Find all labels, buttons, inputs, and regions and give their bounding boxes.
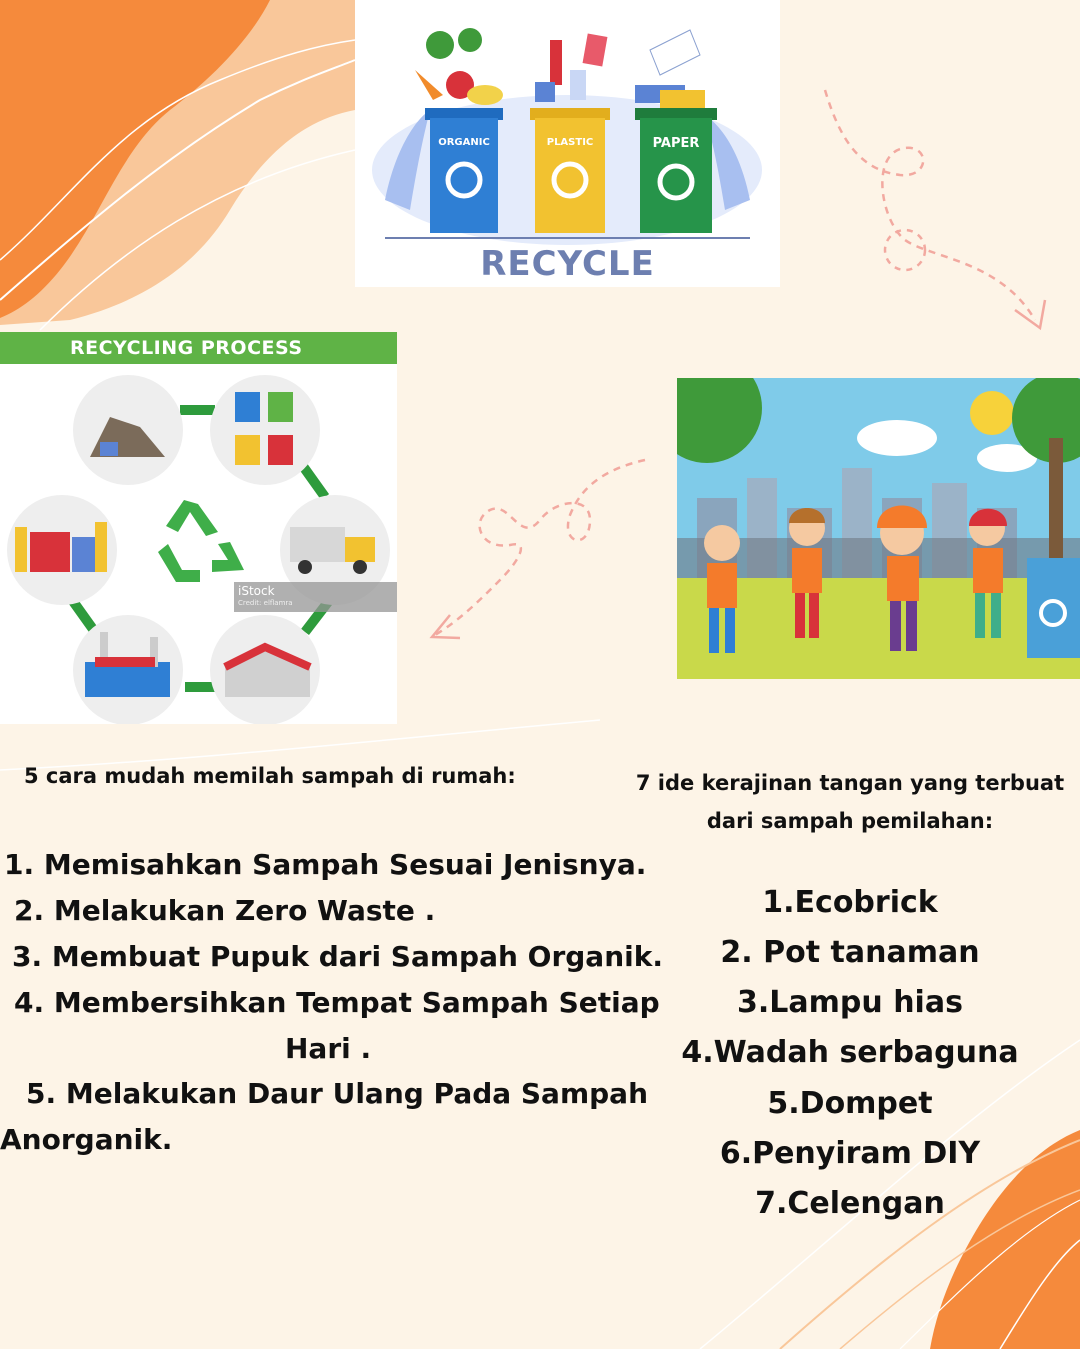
- istock-watermark: [234, 582, 397, 612]
- recycling-process-title: RECYCLING PROCESS: [0, 332, 397, 364]
- recycling-process-diagram: [0, 332, 397, 724]
- left-list-item: 4. Membersihkan Tempat Sampah Setiap: [14, 986, 660, 1019]
- right-section-heading: [620, 764, 1080, 840]
- right-list-item: 3.Lampu hias: [737, 985, 963, 1020]
- right-list-item: 4.Wadah serbaguna: [681, 1035, 1019, 1070]
- left-list-item: 1. Memisahkan Sampah Sesuai Jenisnya.: [4, 848, 647, 881]
- right-list-item: 6.Penyiram DIY: [719, 1136, 981, 1171]
- istock-credit: Credit: elflamra: [238, 599, 293, 607]
- dashed-arrow-middle: [435, 460, 645, 635]
- right-list-item: 7.Celengan: [755, 1186, 945, 1221]
- right-heading-line-2: dari sampah pemilahan:: [706, 809, 994, 833]
- recycling-process-image: [0, 332, 397, 724]
- left-list-item: Hari .: [285, 1032, 372, 1065]
- left-list-item: Anorganik.: [0, 1123, 173, 1156]
- blue-bin-icon: [1027, 558, 1080, 658]
- dashed-arrow-top-right: [825, 90, 1035, 320]
- right-list-item: 5.Dompet: [767, 1086, 933, 1121]
- kids-cleaning-image: [677, 378, 1080, 679]
- recycle-bins-image: [355, 0, 780, 287]
- bin-label-plastic: PLASTIC: [546, 137, 594, 148]
- left-list-item: 2. Melakukan Zero Waste .: [14, 894, 436, 927]
- right-list-item: 1.Ecobrick: [762, 885, 938, 920]
- recycle-caption: RECYCLE: [480, 244, 655, 284]
- left-list-item: 3. Membuat Pupuk dari Sampah Organik.: [12, 940, 663, 973]
- left-list-item: 5. Melakukan Daur Ulang Pada Sampah: [26, 1077, 649, 1110]
- right-heading-line-1: 7 ide kerajinan tangan yang terbuat: [635, 771, 1065, 795]
- kids-cleaning-illustration: [677, 378, 1080, 679]
- bin-label-organic: ORGANIC: [438, 137, 490, 148]
- bin-label-paper: PAPER: [652, 136, 700, 151]
- recycle-symbol-icon: [158, 500, 244, 582]
- right-list-item: 2. Pot tanaman: [720, 935, 980, 970]
- left-section-heading: 5 cara mudah memilah sampah di rumah:: [24, 764, 516, 788]
- istock-label: iStock: [238, 584, 275, 598]
